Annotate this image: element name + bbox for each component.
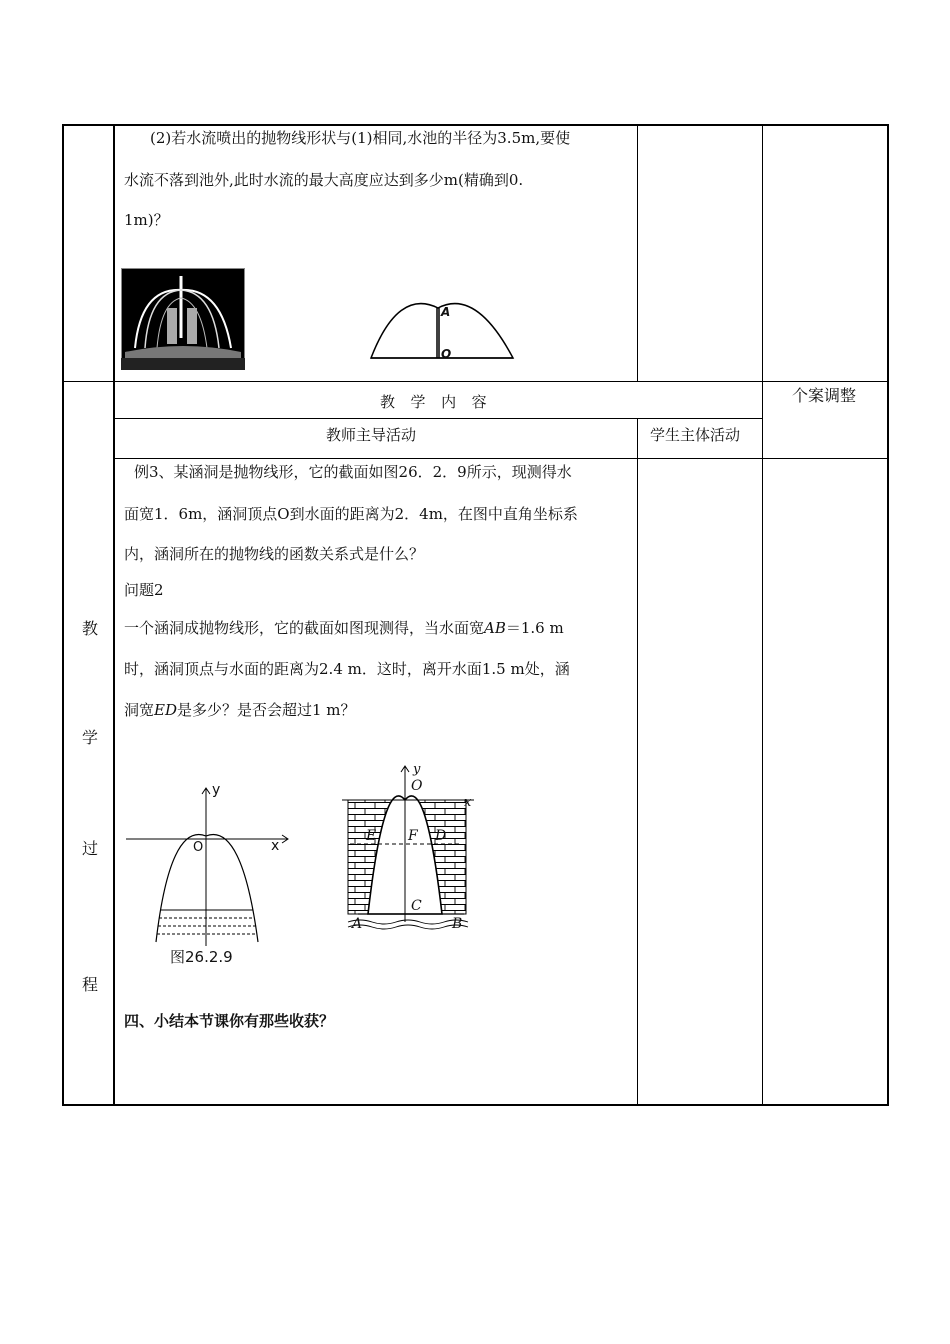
divider-header-row — [114, 418, 762, 419]
fig1-axis-y: y — [212, 782, 221, 798]
problem-2-line-3: 1m)？ — [124, 211, 169, 229]
fig2-label-b: B — [452, 916, 463, 932]
table-left-border — [62, 124, 64, 1106]
fig1-axis-x: x — [271, 838, 280, 854]
student-activity-header: 学生主体活动 — [650, 426, 741, 444]
figure-label-a: A — [441, 305, 451, 319]
column-divider-adjust — [762, 124, 763, 1105]
table-right-border — [887, 124, 889, 1106]
culvert-figure — [340, 760, 480, 932]
side-label-guo: 过 — [81, 839, 98, 858]
fig2-label-a: A — [352, 916, 363, 932]
column-divider-student-lower — [637, 418, 638, 1105]
question-2-line-1-text: 一个涵洞成抛物线形，它的截面如图现测得，当水面宽 — [124, 619, 485, 637]
fig2-label-d: D — [435, 828, 447, 844]
problem-2-line-1: (2)若水流喷出的抛物线形状与(1)相同,水池的半径为3.5m,要使 — [150, 129, 571, 147]
case-adjustment-title: 个案调整 — [792, 386, 857, 405]
summary-heading: 四、小结本节课你有那些收获？ — [124, 1012, 335, 1030]
column-divider-student — [637, 124, 638, 381]
column-divider-side — [113, 124, 115, 1106]
question-2-line-2: 时，涵洞顶点与水面的距离为2.4 m．这时，离开水面1.5 m处，涵 — [124, 660, 570, 678]
fig1-origin: O — [193, 840, 204, 855]
example-3-line-1: 例3、某涵洞是抛物线形，它的截面如图26．2．9所示，现测得水 — [134, 463, 572, 481]
question-2-line-3-text: 洞宽 — [124, 701, 155, 719]
divider-subheader-row — [114, 458, 888, 459]
problem-2-line-2: 水流不落到池外,此时水流的最大高度应达到多少m(精确到0. — [124, 171, 524, 189]
figure-26-2-9 — [120, 782, 296, 946]
segment-ed: ED — [154, 701, 177, 719]
segment-ab: AB — [484, 619, 506, 637]
question-2-line-1-value: ＝1.6 m — [505, 619, 564, 637]
side-label-cheng: 程 — [81, 975, 98, 994]
figure-label-o: O — [441, 347, 452, 361]
fountain-photo — [121, 268, 245, 370]
table-top-border — [62, 124, 888, 126]
fig2-axis-y: y — [413, 762, 421, 777]
teacher-activity-header: 教师主导活动 — [326, 426, 417, 444]
question-2-title: 问题2 — [124, 581, 164, 599]
fig2-label-e: E — [366, 828, 377, 844]
question-2-line-3-question: 是多少？是否会超过1 m？ — [177, 701, 356, 719]
fig1-caption: 图26.2.9 — [170, 948, 233, 966]
question-2-line-1 — [124, 618, 564, 638]
question-2-line-3 — [124, 700, 356, 720]
fig2-origin: O — [411, 778, 423, 794]
table-bottom-border — [62, 1104, 888, 1106]
fig2-label-c: C — [411, 898, 422, 914]
fig2-axis-x: x — [464, 795, 472, 810]
side-label-jiao: 教 — [81, 619, 98, 638]
example-3-line-2: 面宽1．6m，涵洞顶点O到水面的距离为2．4m，在图中直角坐标系 — [124, 505, 578, 523]
example-3-line-3: 内，涵洞所在的抛物线的函数关系式是什么？ — [124, 545, 425, 563]
side-label-xue: 学 — [81, 728, 98, 747]
teaching-content-title: 教 学 内 容 — [380, 393, 489, 411]
divider-top-section — [62, 381, 888, 382]
fig2-label-f: F — [408, 828, 418, 844]
